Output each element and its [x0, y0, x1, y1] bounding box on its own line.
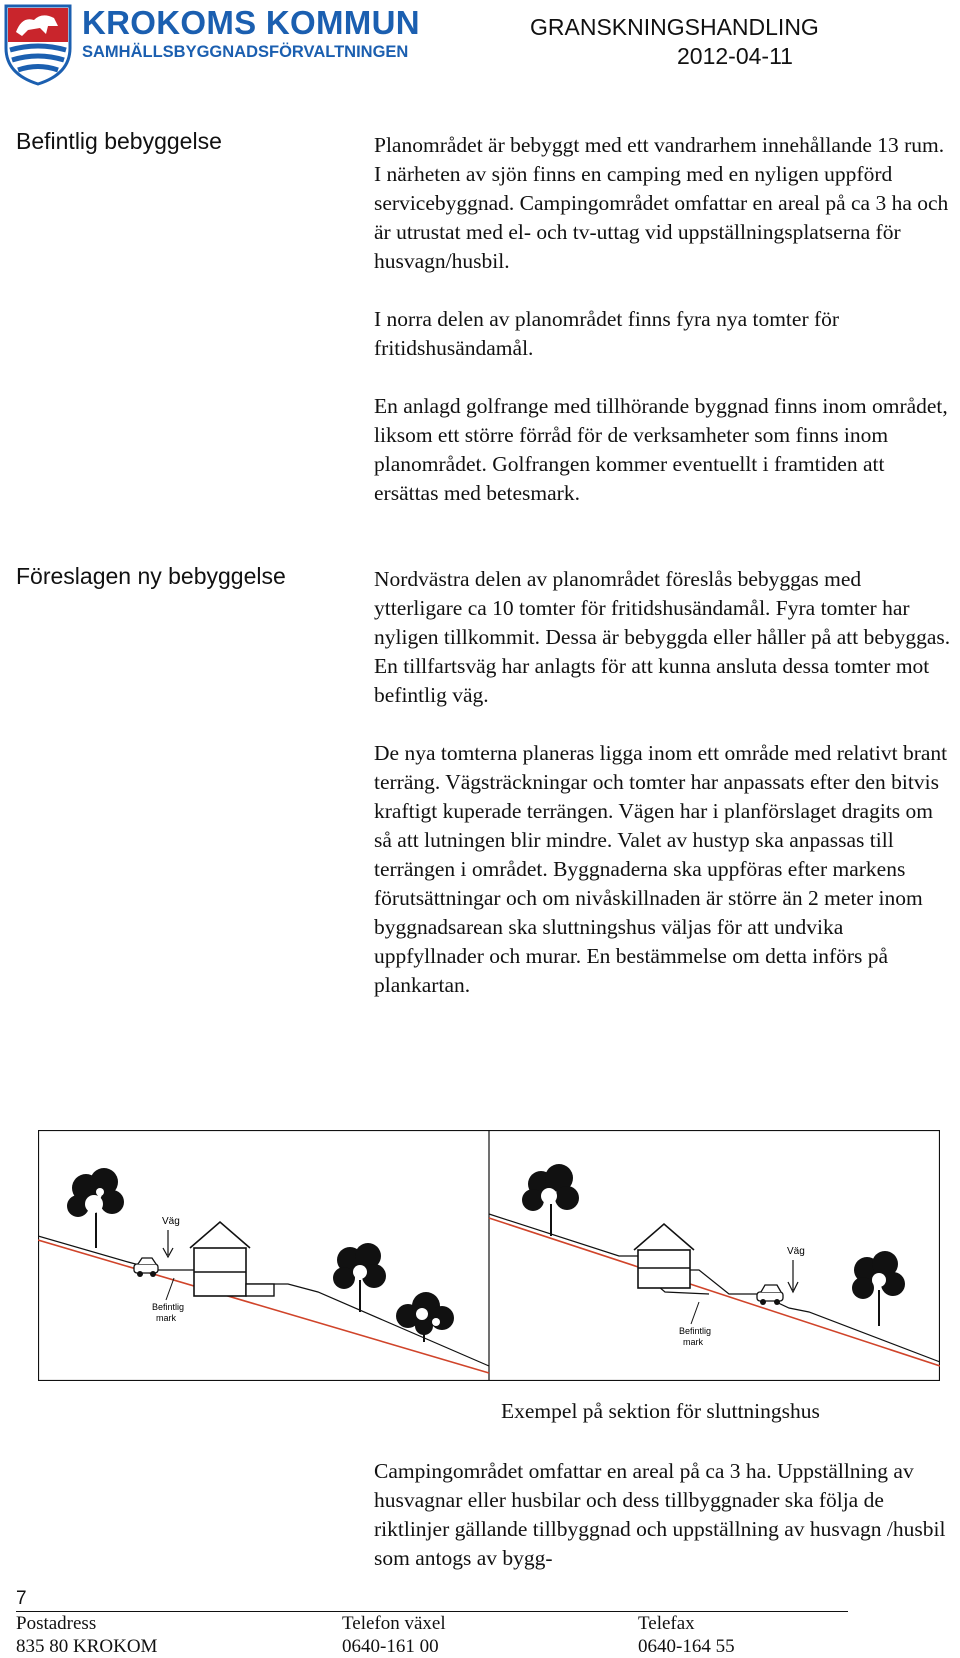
paragraph: I norra delen av planområdet finns fyra nya tomter för fritidshusändamål. [374, 307, 840, 360]
postal-address: 835 80 KROKOM [16, 1636, 158, 1657]
org-name: KROKOMS KOMMUN [82, 4, 420, 41]
ground-label: Befintlig [679, 1326, 712, 1336]
postal-label: Postadress [16, 1613, 97, 1634]
ground-label: mark [156, 1313, 176, 1323]
section-label-proposed: Föreslagen ny bebyggelse [16, 563, 286, 589]
paragraph: En anlagd golfrange med tillhörande byggnad finns inom området, liksom ett större förråd för de verksamheter som finns inom planområdet. Golfrangen kommer eventuellt i framtiden att ersättas med betesmark. [374, 394, 948, 505]
section-label-existing: Befintlig bebyggelse [16, 128, 222, 154]
road-label: Väg [787, 1246, 805, 1257]
footer-divider [16, 1611, 848, 1612]
figure-caption: Exempel på sektion för sluttningshus [501, 1399, 820, 1423]
fax-number: 0640-164 55 [638, 1636, 735, 1657]
ground-label: mark [683, 1337, 703, 1347]
paragraph: Planområdet är bebyggt med ett vandrarhem innehållande 13 rum. I närheten av sjön finns en camping med en nyligen uppförd servicebyggnad. Campingområdet omfattar en areal på ca 3 ha och är utrustat med el- och tv-uttag vid uppställningsplatserna för husvagn/husbil. [374, 133, 949, 273]
municipality-logo [2, 2, 74, 86]
document-date: 2012-04-11 [677, 43, 793, 69]
road-label: Väg [162, 1216, 180, 1227]
closing-paragraph: Campingområdet omfattar en areal på ca 3 ha. Uppställning av husvagnar eller husbilar och dess tillbyggnader ska följa de riktlinjer gällande tillbyggnad och uppställning av husvagn /husbil som antogs av bygg- [374, 1459, 946, 1570]
paragraph: Nordvästra delen av planområdet föreslås bebyggas med ytterligare ca 10 tomter för fritidshusändamål. Fyra tomter har nyligen tillkommit. Dessa är bebyggda eller håller på att bebyggas. En tillfartsväg har anlagts för att kunna ansluta dessa tomter mot befintlig väg. [374, 567, 951, 707]
document-status: GRANSKNINGSHANDLING [530, 14, 819, 40]
phone-number: 0640-161 00 [342, 1636, 439, 1657]
page-number: 7 [16, 1588, 27, 1609]
ground-label: Befintlig [152, 1302, 185, 1312]
paragraph: De nya tomterna planeras ligga inom ett område med relativt brant terräng. Vägsträckningar och tomter har anpassats efter den bitvis kraftigt kuperade terrängen. Vägen har i planförslaget dragits om så att lutningen blir mindre. Valet av hustyp ska anpassas till terrängen i området. Byggnaderna ska uppföras efter markens förutsättningar och om nivåskillnaden är större än 2 meter inom byggnadsarean ska sluttningshus väljas för att undvika uppfyllnader och murar. En bestämmelse om detta införs på plankartan. [374, 741, 948, 997]
section-body-existing [374, 131, 954, 508]
org-department: SAMHÄLLSBYGGNADSFÖRVALTNINGEN [82, 43, 409, 61]
phone-label: Telefon växel [342, 1613, 446, 1634]
section-body-proposed [374, 565, 954, 1000]
fax-label: Telefax [638, 1613, 695, 1634]
slope-section-figure [38, 1130, 940, 1381]
